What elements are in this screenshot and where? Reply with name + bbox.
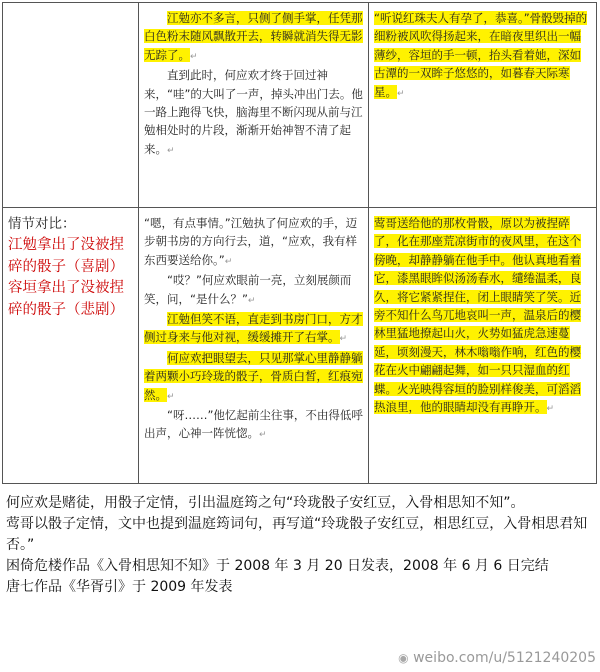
- story-cell-left: [139, 208, 369, 484]
- note-line: 莺哥以骰子定情，文中也提到温庭筠词句，再写道“玲珑骰子安红豆，相思红豆，入骨相思君知否。”: [6, 516, 588, 553]
- analysis-comedy: 江勉拿出了没被捏碎的骰子（喜剧）: [8, 237, 124, 275]
- analysis-title: 情节对比：: [8, 216, 76, 232]
- story-paragraph: “嗯，有点事情。”江勉执了何应欢的手，迈步朝书房的方向行去，道，“应欢，我有样东西要送给你。”↵: [144, 216, 358, 267]
- note-line: 困倚危楼作品《入骨相思知不知》于 2008 年 3 月 20 日发表，2008 年 6 月 6 日完结: [6, 558, 549, 574]
- story-cell-right: [369, 208, 597, 484]
- note-line: 唐七作品《华胥引》于 2009 年发表: [6, 579, 233, 595]
- weibo-icon: ◉: [398, 651, 409, 665]
- story-paragraph: “哎？”何应欢眼前一亮，立刻展颜而笑，问，“是什么？”↵: [144, 273, 352, 306]
- table-row: [3, 3, 597, 208]
- watermark-text: weibo.com/u/5121240205: [413, 650, 596, 666]
- comparison-table: [2, 2, 597, 484]
- story-paragraph: 直到此时，何应欢才终于回过神来，“哇”的大叫了一声，掉头冲出门去。他一路上跑得飞快，脑海里不断闪现从前与江勉相处时的片段，渐渐开始神智不清了起来。↵: [144, 68, 363, 156]
- note-line: 何应欢是赌徒，用骰子定情，引出温庭筠之句“玲珑骰子安红豆，入骨相思知不知”。: [6, 495, 525, 511]
- table-row: [3, 208, 597, 484]
- analysis-tragedy: 容垣拿出了没被捏碎的骰子（悲剧）: [8, 280, 124, 318]
- story-paragraph: 江勉亦不多言，只侧了侧手掌，任凭那白色粉末随风飘散开去，转瞬就消失得无影无踪了。↵: [144, 11, 363, 62]
- story-paragraph: “呀……”他忆起前尘往事，不由得低呼出声，心神一阵恍惚。↵: [144, 408, 363, 441]
- notes-section: [6, 493, 594, 598]
- story-cell-right: [369, 3, 597, 208]
- weibo-watermark: [398, 650, 596, 666]
- story-paragraph: 何应欢把眼望去，只见那掌心里静静躺着两颗小巧玲珑的骰子，骨质白皙，红痕宛然。↵: [144, 350, 363, 402]
- story-paragraph: 江勉但笑不语，直走到书房门口，方才侧过身来与他对视，缓缓摊开了右掌。↵: [144, 312, 363, 345]
- analysis-cell: [3, 208, 139, 484]
- story-cell-left: [139, 3, 369, 208]
- story-paragraph: “听说红珠夫人有孕了，恭喜。”骨骰毁掉的细粉被风吹得扬起来，在暗夜里织出一幅薄纱，容垣的手一顿，抬头看着她，深如古潭的一双眸子悠悠的，如暮春天际寒星。↵: [374, 11, 588, 99]
- story-paragraph: 莺哥送给他的那枚骨骰，原以为被捏碎了，化在那座荒凉街市的夜风里，在这个傍晚，却静静躺在他手中。他认真地看着它，漆黑眼眸似汤汤春水，缱绻温柔，良久，将它紧紧捏住，闭上眼睛笑了笑。近旁不知什么鸟兀地哀叫一声，温泉后的樱林里猛地撩起山火，火势如猛虎急速蔓延，顷刻漫天，林木嗡嗡作响，红色的樱花在火中翩翩起舞，如一只只湿血的红蝶。火光映得容垣的脸别样俊美，可滔滔热浪里，他的眼睛却没有再睁开。↵: [374, 216, 581, 415]
- analysis-cell-empty: [3, 3, 139, 208]
